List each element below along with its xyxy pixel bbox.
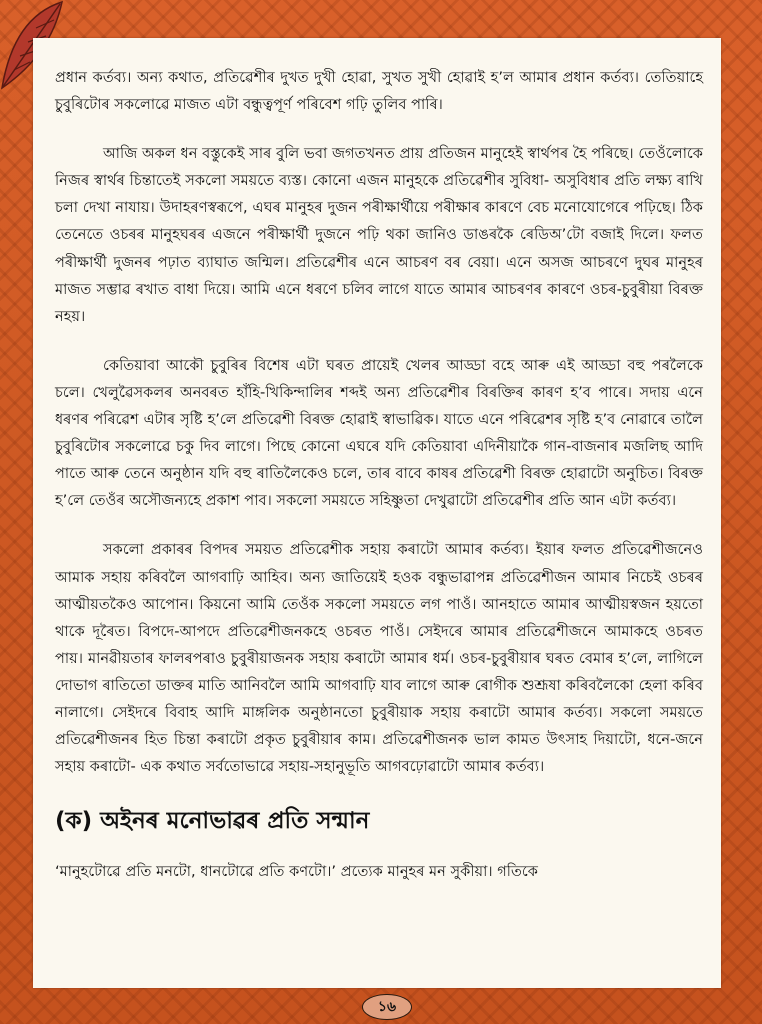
page-number: ১৬ [362, 994, 412, 1020]
paragraph-3: কেতিয়াবা আকৌ চুবুৰিৰ বিশেষ এটা ঘৰত প্ৰায়েই খেলৰ আড্ডা বহে আৰু এই আড্ডা বহু পৰলৈকে চলে। খেলুৱৈসকলৰ অনবৰত হাঁহি-খিকিন্দালিৰ শব্দই অন্য প্ৰতিৱেশীৰ বিৰক্তিৰ কাৰণ হ’ব পাৰে। সদায় এনে ধৰণৰ পৰিৱেশ এটাৰ সৃষ্টি হ’লে প্ৰতিৱেশী বিৰক্ত হোৱাই স্বাভাৱিক। যাতে এনে পৰিৱেশৰ সৃষ্টি হ’ব নোৱাৰে তালৈ চুবুৰিটোৰ সকলোৱে চকু দিব লাগে। পিছে কোনো এঘৰে যদি কেতিয়াবা এদিনীয়াকৈ গান-বাজনাৰ মজলিছ আদি পাতে আৰু তেনে অনুষ্ঠান যদি বহু ৰাতিলৈকেও চলে, তাৰ বাবে কাষৰ প্ৰতিৱেশী বিৰক্ত হোৱাটো অনুচিত। বিৰক্ত হ’লে তেওঁৰ অসৌজন্যহে প্ৰকাশ পাব। সকলো সময়তে সহিষ্ণুতা দেখুৱাটো প্ৰতিৱেশীৰ প্ৰতি আন এটা কৰ্তব্য। [55, 356, 703, 510]
page-content [55, 64, 703, 885]
paragraph-2: আজি অকল ধন বস্তুকেই সাৰ বুলি ভবা জগতখনত প্ৰায় প্ৰতিজন মানুহেই স্বাৰ্থপৰ হৈ পৰিছে। তেওঁলোকে নিজৰ স্বাৰ্থৰ চিন্তাতেই সকলো সময়তে ব্যস্ত। কোনো এজন মানুহকে প্ৰতিৱেশীৰ সুবিধা- অসুবিধাৰ প্ৰতি লক্ষ্য ৰাখি চলা দেখা নাযায়। উদাহৰণস্বৰূপে, এঘৰ মানুহৰ দুজন পৰীক্ষাৰ্থীয়ে পৰীক্ষাৰ কাৰণে বেচ মনোযোগেৰে পঢ়িছে। ঠিক তেনেতে ওচৰৰ মানুহঘৰৰ এজনে পৰীক্ষাৰ্থী দুজনে পঢ়ি থকা জানিও ডাঙৰকৈ ৰেডিঅ’টো বজাই দিলে। ফলত পৰীক্ষাৰ্থী দুজনৰ পঢ়াত ব্যাঘাত জন্মিল। প্ৰতিৱেশীৰ এনে আচৰণ বৰ বেয়া। এনে অসজ আচৰণে দুঘৰ মানুহৰ মাজত সম্ভাৱ ৰখাত বাধা দিয়ে। আমি এনে ধৰণে চলিব লাগে যাতে আমাৰ আচৰণৰ কাৰণে ওচৰ-চুবুৰীয়া বিৰক্ত নহয়। [55, 145, 703, 325]
section-heading: (ক) অইনৰ মনোভাৱৰ প্ৰতি সন্মান [55, 808, 370, 835]
paragraph-5: ‘মানুহটোৱে প্ৰতি মনটো, ধানটোৱে প্ৰতি কণটো।’ প্ৰত্যেক মানুহৰ মন সুকীয়া। গতিকে [55, 863, 538, 881]
paragraph-4: সকলো প্ৰকাৰৰ বিপদৰ সময়ত প্ৰতিৱেশীক সহায় কৰাটো আমাৰ কৰ্তব্য। ইয়াৰ ফলত প্ৰতিৱেশীজনেও আমাক সহায় কৰিবলৈ আগবাঢ়ি আহিব। অন্য জাতিয়েই হওক বন্ধুভাৱাপন্ন প্ৰতিৱেশীজন আমাৰ নিচেই ওচৰৰ আত্মীয়তকৈও আপোন। কিয়নো আমি তেওঁক সকলো সময়তে লগ পাওঁ। আনহাতে আমাৰ আত্মীয়স্বজন হয়তো থাকে দূৰৈত। বিপদে-আপদে প্ৰতিৱেশীজনকহে ওচৰত পাওঁ। সেইদৰে আমাৰ প্ৰতিৱেশীজনে আমাকহে ওচৰত পায়। মানৱীয়তাৰ ফালৰপৰাও চুবুৰীয়াজনক সহায় কৰাটো আমাৰ ধৰ্ম। ওচৰ-চুবুৰীয়াৰ ঘৰত বেমাৰ হ’লে, লাগিলে দোভাগ ৰাতিতো ডাক্তৰ মাতি আনিবলৈ আমি আগবাঢ়ি যাব লাগে আৰু ৰোগীক শুশ্ৰূষা কৰিবলৈকো হেলা কৰিব নালাগে। সেইদৰে বিবাহ আদি মাঙ্গলিক অনুষ্ঠানতো চুবুৰীয়াক সহায় কৰাটো আমাৰ কৰ্তব্য। সকলো সময়তে প্ৰতিৱেশীজনৰ হিত চিন্তা কৰাটো প্ৰকৃত চুবুৰীয়াৰ কাম। প্ৰতিৱেশীজনক ভাল কামত উৎসাহ দিয়াটো, ধনে-জনে সহায় কৰাটো- এক কথাত সৰ্বতোভাৱে সহায়-সহানুভূতি আগবঢ়োৱাটো আমাৰ কৰ্তব্য। [55, 541, 703, 776]
page-sheet [33, 38, 721, 988]
paragraph-1: প্ৰধান কৰ্তব্য। অন্য কথাত, প্ৰতিৱেশীৰ দুখত দুখী হোৱা, সুখত সুখী হোৱাই হ’ল আমাৰ প্ৰধান কৰ্তব্য। তেতিয়াহে চুবুৰিটোৰ সকলোৱে মাজত এটা বন্ধুত্বপূৰ্ণ পৰিবেশ গঢ়ি তুলিব পাৰি। [55, 69, 703, 114]
